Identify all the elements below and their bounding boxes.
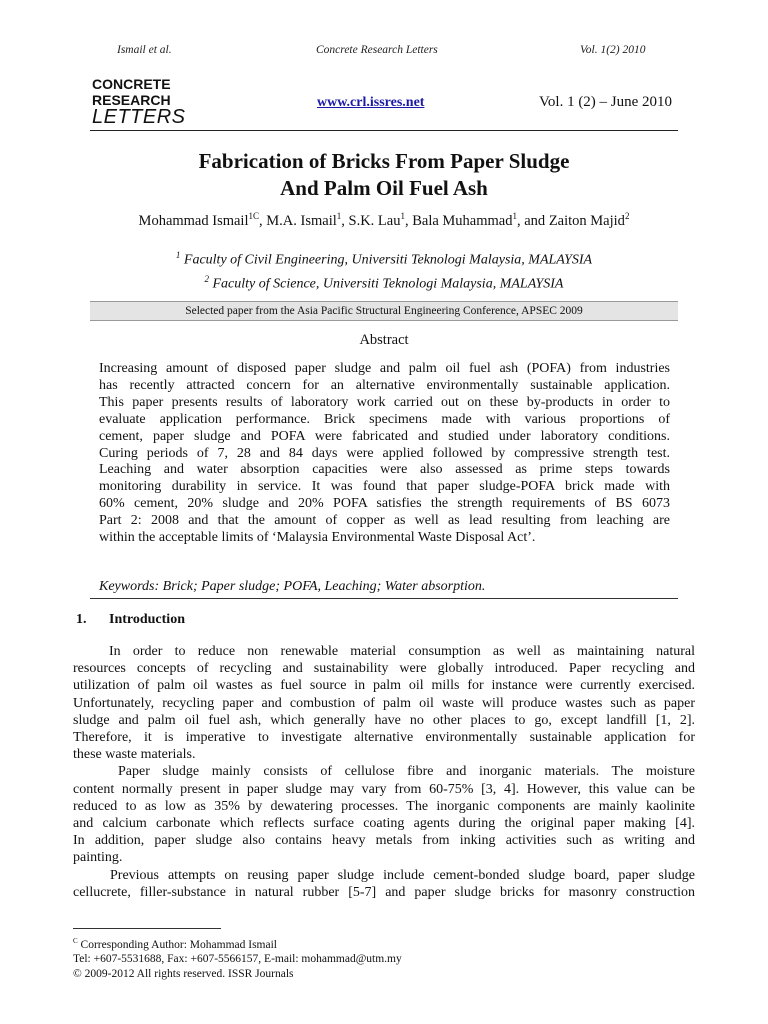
abstract-line: Increasing amount of disposed paper sludge and palm oil fuel ash (POFA) from industries: [99, 361, 670, 376]
author-separator: ,: [259, 212, 267, 229]
abstract-line: Curing periods of 7, 28 and 84 days were applied followed by compressive strength test.: [99, 445, 670, 461]
author-sup: 1: [512, 211, 517, 221]
body-line: utilization of palm oil wastes as fuel source in palm oil mills for instance were currently exercised.: [73, 678, 695, 694]
corresponding-sup: C: [73, 937, 78, 945]
section-heading: [76, 612, 185, 628]
keywords-rule: [90, 598, 678, 599]
logo-line-2: RESEARCH: [92, 92, 171, 108]
affiliations: [0, 246, 768, 293]
body-text: [73, 643, 695, 901]
body-line: Unfortunately, recycling paper and combustion of palm oil waste will produce wastes such as paper: [73, 695, 695, 711]
body-line: painting.: [73, 850, 123, 866]
section-number: 1.: [76, 612, 87, 627]
abstract-line: monitoring durability in service. It was found that paper sludge-POFA brick made with: [99, 479, 670, 495]
author-name: Zaiton Majid: [548, 212, 625, 229]
body-line: In order to reduce non renewable material consumption as well as maintaining natural: [109, 644, 695, 659]
logo-line-1: CONCRETE: [92, 76, 171, 92]
logo-line-3: LETTERS: [92, 106, 186, 128]
body-line: Previous attempts on reusing paper sludge include cement-bonded sludge board, paper sludge: [110, 867, 695, 883]
affiliation-text: Faculty of Civil Engineering, Universiti Teknologi Malaysia, MALAYSIA: [183, 252, 593, 268]
body-line: In addition, paper sludge also contains heavy metals from inking activities such as writing and: [73, 833, 695, 849]
body-line: reduced to as low as 35% by dewatering processes. The inorganic components are mainly kaolinite: [73, 798, 695, 814]
affiliation-sup: 1: [175, 250, 181, 260]
abstract-line: 60% cement, 20% sludge and 20% POFA satisfies the strength requirements of BS 6073: [99, 496, 670, 512]
corresponding-author-note: [73, 934, 402, 952]
author-list: [0, 211, 768, 230]
body-line: content normally present in paper sludge may vary from 60-75% [3, 4]. However, this value can be: [73, 781, 695, 797]
running-head-authors: Ismail et al.: [117, 44, 172, 56]
footnote-rule: [73, 928, 221, 929]
affiliation-2: [0, 270, 768, 294]
journal-url-link[interactable]: www.crl.issres.net: [317, 95, 425, 110]
author-separator: , and: [517, 212, 549, 229]
abstract-line: Part 2: 2008 and that the amount of copper as well as lead resulting from leaching are: [99, 513, 670, 529]
author-separator: ,: [404, 212, 413, 229]
selected-paper-banner: Selected paper from the Asia Pacific Structural Engineering Conference, APSEC 2009: [90, 301, 678, 321]
title-line-1: Fabrication of Bricks From Paper Sludge: [198, 149, 570, 173]
affiliation-1: [0, 246, 768, 270]
body-line: and calcium carbonate which reflects surface coating agents during the original paper making [4].: [73, 816, 695, 832]
author-name: Mohammad Ismail: [138, 212, 249, 229]
author-name: S.K. Lau: [348, 212, 401, 229]
copyright-notice: © 2009-2012 All rights reserved. ISSR Journals: [73, 967, 294, 980]
keywords: Keywords: Brick; Paper sludge; POFA, Leaching; Water absorption.: [99, 579, 486, 594]
author-sup: 1: [336, 211, 342, 221]
abstract-line: evaluate application performance. Brick specimens made with various proportions of: [99, 411, 670, 427]
abstract-line: cement, paper sludge and POFA were fabricated and studied under laboratory conditions.: [99, 428, 670, 444]
author-separator: ,: [341, 212, 349, 229]
header-rule: [90, 130, 678, 131]
title-line-2: And Palm Oil Fuel Ash: [280, 176, 488, 200]
body-line: sludge and palm oil fuel ash, which generally have no other places to go, except landfill [1, 2].: [73, 712, 695, 728]
body-line: Paper sludge mainly consists of cellulose fibre and inorganic materials. The moisture: [118, 764, 695, 780]
body-line: cellucrete, filler-substance in natural rubber [5-7] and paper sludge bricks for masonry construction: [73, 884, 695, 900]
body-line: Therefore, it is imperative to investigate alternative environmentally sustainable application for: [73, 730, 695, 746]
author-name: M.A. Ismail: [266, 212, 337, 229]
footnotes: [73, 934, 402, 981]
section-title: Introduction: [109, 612, 185, 627]
journal-logo: [92, 76, 202, 128]
volume-info: Vol. 1 (2) – June 2010: [539, 94, 673, 110]
abstract-line: has recently attracted concern for an alternative environmentally sustainable application.: [99, 377, 670, 393]
abstract-line: This paper presents results of laboratory work carried out on these by-products in order to: [99, 394, 670, 410]
affiliation-text: Faculty of Science, Universiti Teknologi Malaysia, MALAYSIA: [212, 276, 564, 292]
abstract-line: within the acceptable limits of ‘Malaysia Environmental Waste Disposal Act’.: [99, 530, 536, 546]
abstract-heading: Abstract: [359, 332, 409, 348]
author-sup: 2: [624, 211, 630, 221]
paper-title: [0, 148, 768, 202]
body-line: these waste materials.: [73, 747, 196, 763]
author-name: Bala Muhammad: [412, 212, 513, 229]
body-line: resources concepts of recycling and sustainability were globally introduced. Paper recycling and: [73, 661, 695, 677]
running-head-volume: Vol. 1(2) 2010: [580, 44, 646, 56]
corresponding-text: Corresponding Author: Mohammad Ismail: [77, 938, 277, 951]
abstract-line: Leaching and water absorption capacities were also assessed as prime steps towards: [99, 462, 670, 478]
author-sup: 1C: [248, 211, 260, 221]
abstract-body: [99, 361, 670, 547]
running-head-journal: Concrete Research Letters: [316, 44, 438, 56]
affiliation-sup: 2: [204, 273, 209, 284]
author-sup: 1: [400, 211, 405, 221]
contact-info: Tel: +607-5531688, Fax: +607-5566157, E-mail: mohammad@utm.my: [73, 953, 402, 966]
running-head: [0, 44, 768, 60]
